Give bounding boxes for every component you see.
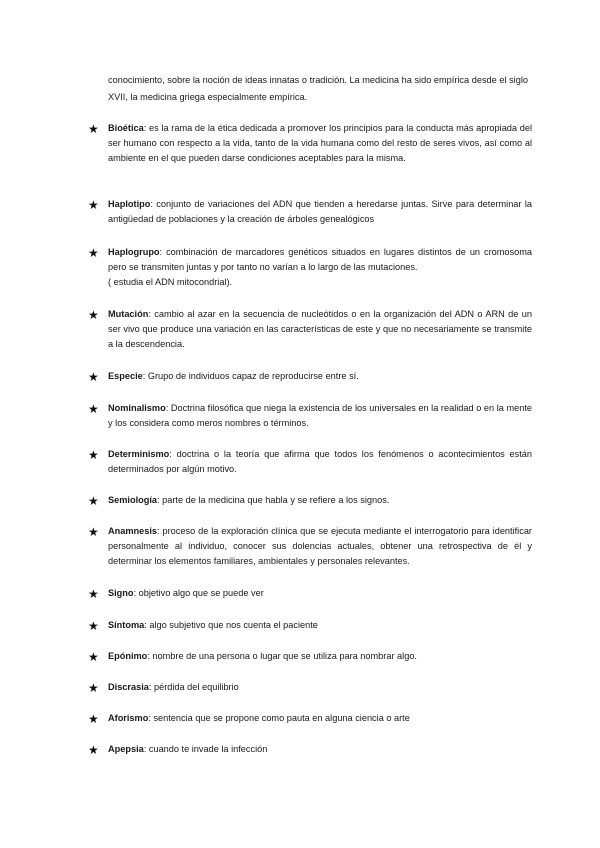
entry-definition: proceso de la exploración clínica que se ejecuta mediante el interrogatorio para identificar personalmente al individuo, conocer sus dolencias actuales, obtener una retrospectiva de él y determinar los elementos familiares, ambientales y personales relevantes. [108,526,532,566]
entry-term: Síntoma [108,620,145,630]
entry-definition: pérdida del equilibrio [153,682,239,692]
entry-note: ( estudia el ADN mitocondrial). [108,277,233,287]
star-icon: ★ [88,370,99,384]
entry-term: Determinismo [108,449,170,459]
entry-definition: es la rama de la ética dedicada a promover los principios para la conducta más apropiada del ser humano con respecto a la vida, tanto de la vida humana como del resto de seres vivos, así como al ambiente en el que pueden darse condiciones aceptables para la misma. [108,123,532,163]
glossary-entry-signo: ★ Signo: objetivo algo que se puede ver [88,587,264,601]
entry-definition: Grupo de individuos capaz de reproducirse entre sí. [147,371,359,381]
intro-paragraph: conocimiento, sobre la noción de ideas innatas o tradición. La medicina ha sido empírica desde el siglo XVII, la medicina griega especialmente empírica. [108,75,528,102]
star-icon: ★ [88,681,99,695]
entry-term: Haplotipo [108,199,151,209]
glossary-entry-discrasia: ★ Discrasia: pérdida del equilibrio [88,681,239,695]
entry-definition: doctrina o la teoría que afirma que todos los fenómenos o acontecimientos están determinados por algún motivo. [108,449,533,474]
entry-term: Aforismo [108,713,149,723]
entry-definition: combinación de marcadores genéticos situados en lugares distintos de un cromosoma pero se transmiten juntas y por tanto no varían a lo largo de las mutaciones. [108,247,532,272]
entry-term: Semiología [108,495,158,505]
entry-term: Haplogrupo [108,247,160,257]
entry-term: Discrasia [108,682,149,692]
glossary-entry-aforismo: ★ Aforismo: sentencia que se propone como pauta en alguna ciencia o arte [88,712,410,726]
star-icon: ★ [88,587,99,601]
glossary-entry-sintoma: ★ Síntoma: algo subjetivo que nos cuenta el paciente [88,619,318,633]
entry-definition: sentencia que se propone como pauta en alguna ciencia o arte [153,713,410,723]
star-icon: ★ [88,246,99,260]
star-icon: ★ [88,308,99,322]
glossary-entry-anamnesis: ★ Anamnesis: proceso de la exploración clínica que se ejecuta mediante el interrogatorio para identificar personalmente al individuo, conocer sus dolencias actuales, obtener una retrospectiva de él y determinar los elementos familiares, ambientales y personales relevantes. [88,525,532,566]
entry-definition: conjunto de variaciones del ADN que tienden a heredarse juntas. Sirve para determinar la antigüedad de poblaciones y la creación de árboles genealógicos [108,199,532,224]
star-icon: ★ [88,712,99,726]
entry-definition: algo subjetivo que nos cuenta el paciente [149,620,318,630]
glossary-entry-haplotipo: ★ Haplotipo: conjunto de variaciones del ADN que tienden a heredarse juntas. Sirve para determinar la antigüedad de poblaciones y la creación de árboles genealógicos [88,198,532,224]
glossary-entry-mutacion: ★ Mutación: cambio al azar en la secuencia de nucleótidos o en la organización del ADN o ARN de un ser vivo que produce una variación en las características de este y que no necesariamente se transmite a la descendencia. [88,308,532,349]
glossary-entry-especie: ★ Especie: Grupo de individuos capaz de reproducirse entre sí. [88,370,359,384]
entry-term: Epónimo [108,651,148,661]
entry-term: Bioética [108,123,144,133]
glossary-entry-determinismo: ★ Determinismo: doctrina o la teoría que afirma que todos los fenómenos o acontecimientos están determinados por algún motivo. [88,448,533,474]
star-icon: ★ [88,198,99,212]
star-icon: ★ [88,743,99,757]
glossary-entry-bioetica: ★ Bioética: es la rama de la ética dedicada a promover los principios para la conducta más apropiada del ser humano con respecto a la vida, tanto de la vida humana como del resto de seres vivos, así como al ambiente en el que pueden darse condiciones aceptables para la misma. [88,122,532,163]
glossary-entry-nominalismo: ★ Nominalismo: Doctrina filosófica que niega la existencia de los universales en la realidad o en la mente y los considera como meros nombres o términos. [88,402,532,428]
entry-term: Signo [108,588,134,598]
star-icon: ★ [88,122,99,136]
glossary-entry-semiologia: ★ Semiología: parte de la medicina que habla y se refiere a los signos. [88,494,390,508]
star-icon: ★ [88,494,99,508]
entry-term: Especie [108,371,143,381]
entry-definition: nombre de una persona o lugar que se utiliza para nombrar algo. [152,651,417,661]
glossary-entry-haplogrupo: ★ Haplogrupo: combinación de marcadores genéticos situados en lugares distintos de un cromosoma pero se transmiten juntas y por tanto no varían a lo largo de las mutaciones. ( estudia el ADN mitocondrial). [88,246,532,287]
star-icon: ★ [88,619,99,633]
entry-definition: Doctrina filosófica que niega la existencia de los universales en la realidad o en la mente y los considera como meros nombres o términos. [108,403,532,428]
entry-term: Mutación [108,309,149,319]
entry-definition: cambio al azar en la secuencia de nucleótidos o en la organización del ADN o ARN de un ser vivo que produce una variación en las características de este y que no necesariamente se transmite a la descendencia. [108,309,532,349]
entry-definition: parte de la medicina que habla y se refiere a los signos. [162,495,390,505]
entry-term: Nominalismo [108,403,166,413]
star-icon: ★ [88,402,99,416]
star-icon: ★ [88,650,99,664]
entry-definition: objetivo algo que se puede ver [138,588,264,598]
glossary-entry-eponimo: ★ Epónimo: nombre de una persona o lugar que se utiliza para nombrar algo. [88,650,417,664]
glossary-entry-apepsia: ★ Apepsia: cuando te invade la infección [88,743,268,757]
star-icon: ★ [88,448,99,462]
entry-term: Apepsia [108,744,144,754]
entry-term: Anamnesis [108,526,158,536]
star-icon: ★ [88,525,99,539]
entry-definition: cuando te invade la infección [148,744,268,754]
